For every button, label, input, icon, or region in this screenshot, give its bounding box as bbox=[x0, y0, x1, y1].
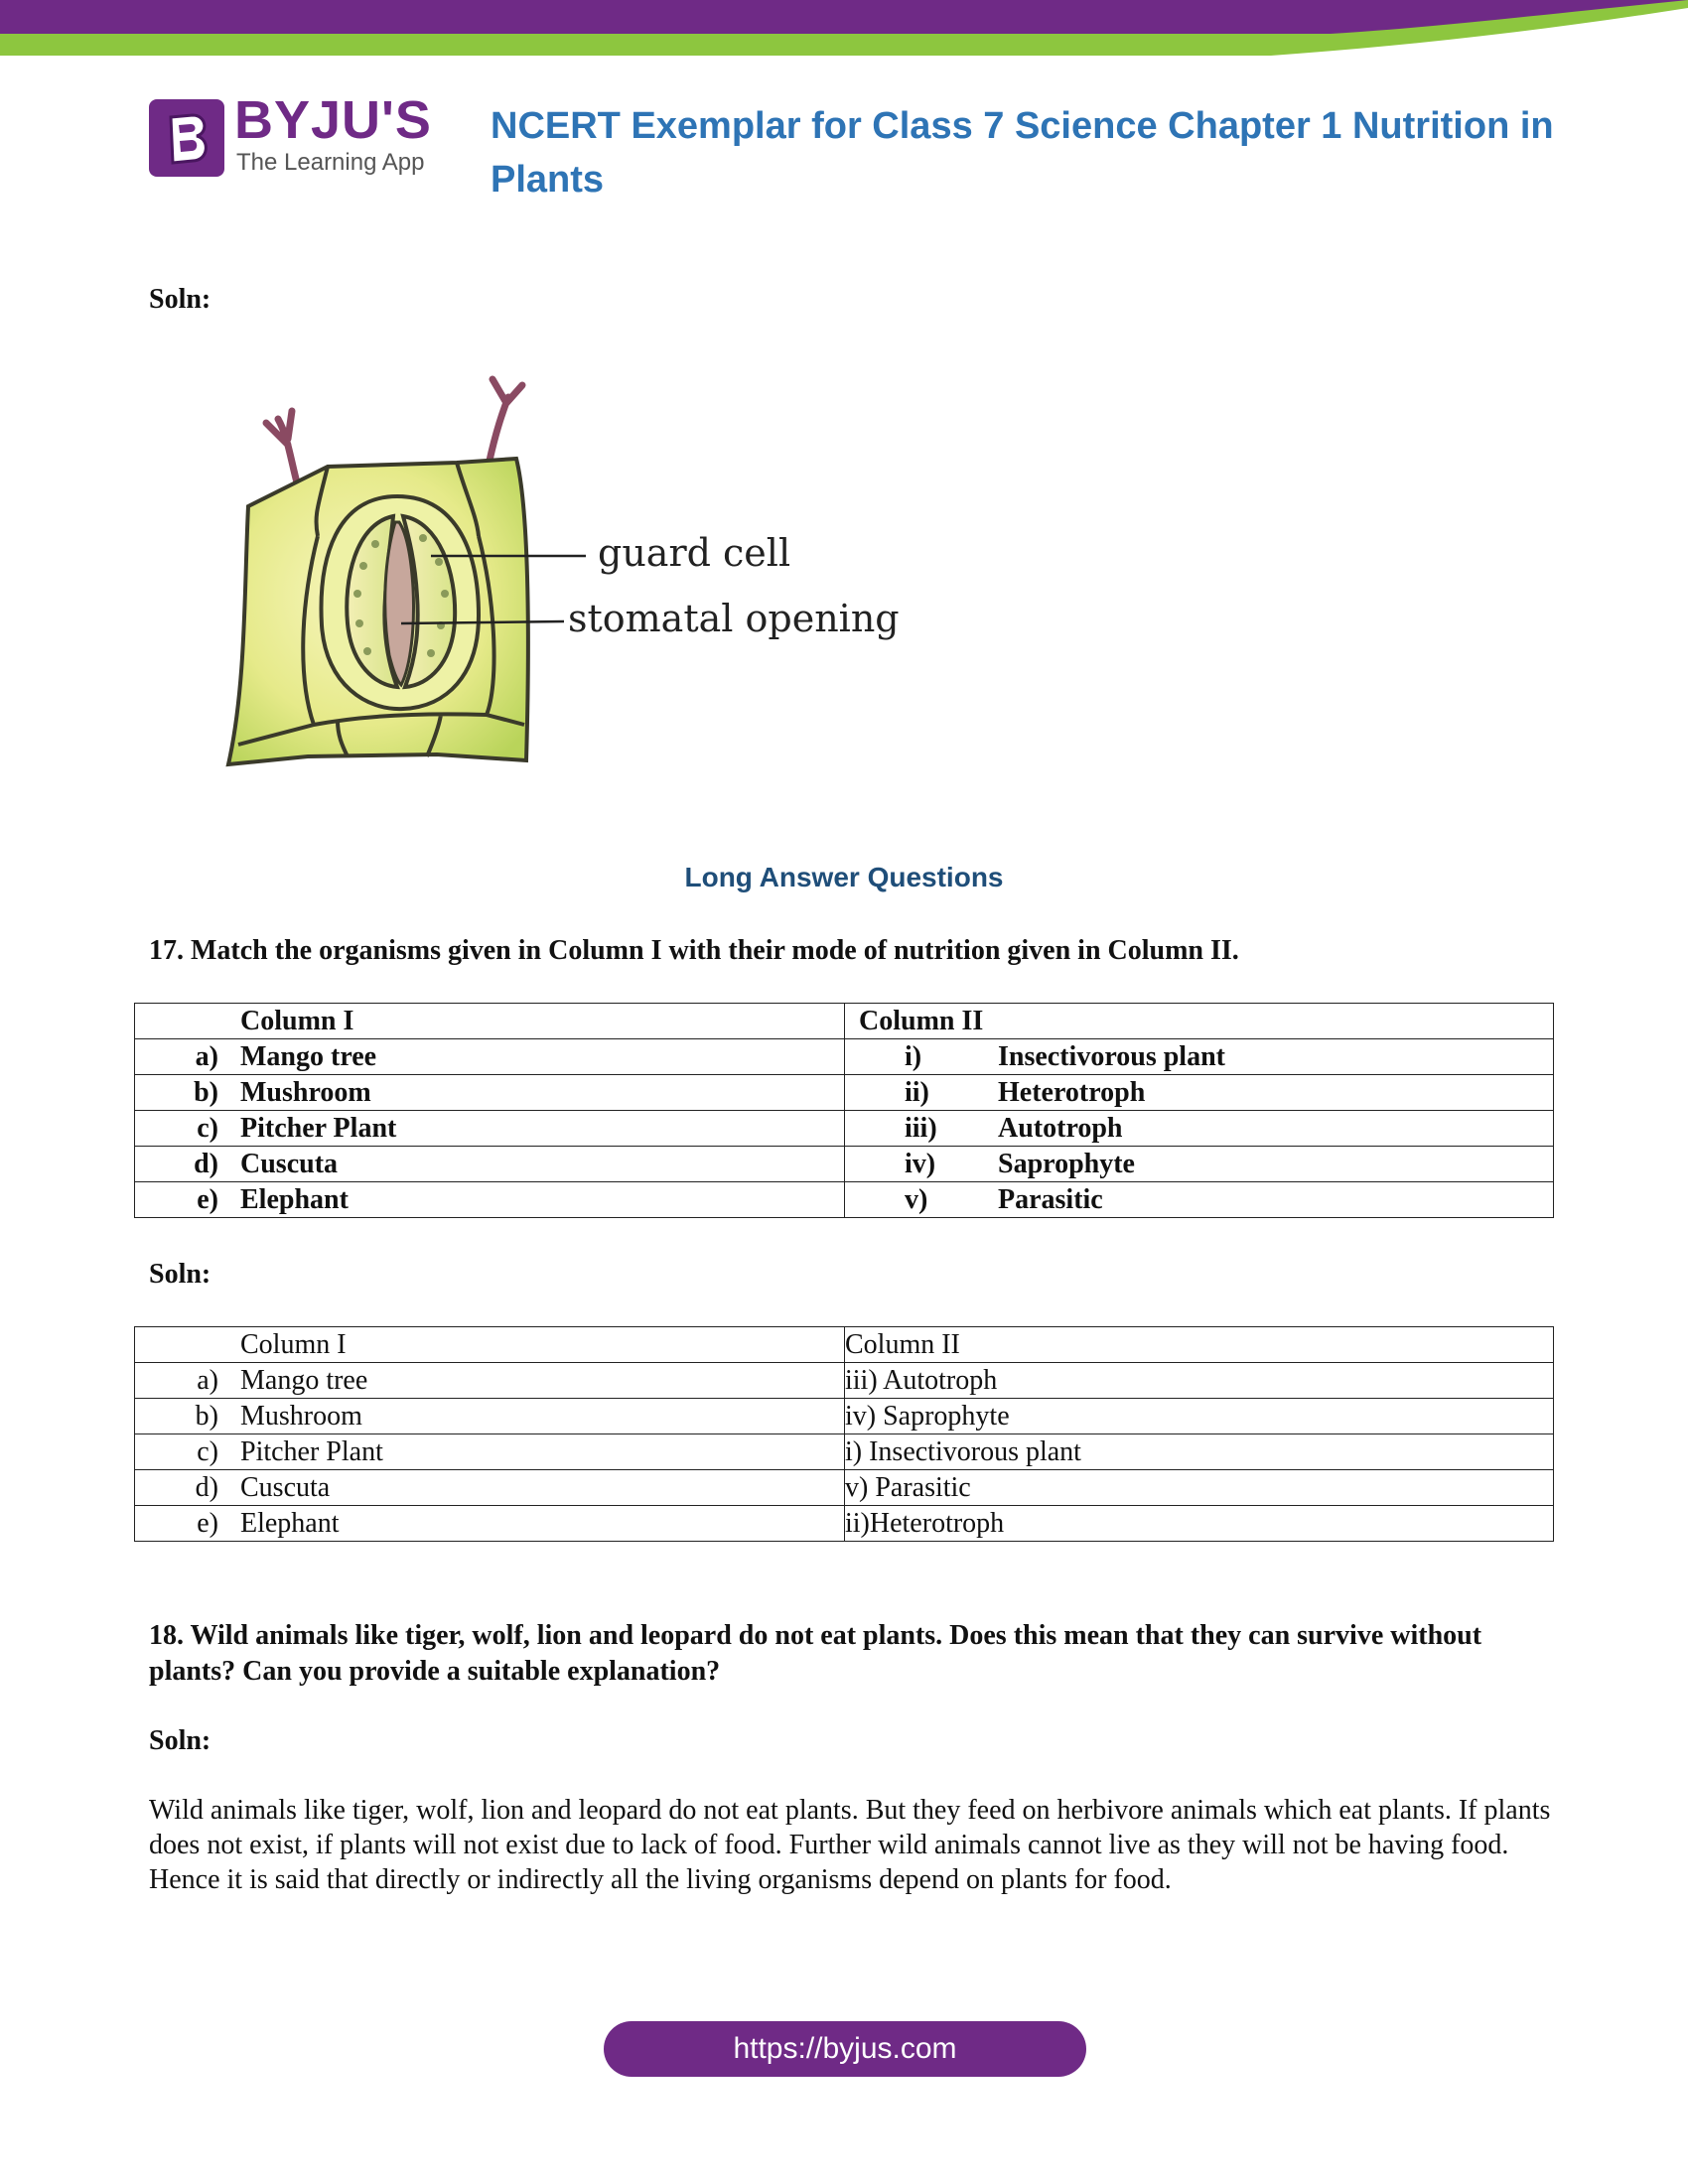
label-stomatal-opening: stomatal opening bbox=[568, 597, 900, 640]
row-numeral: v) bbox=[905, 1183, 928, 1215]
row-numeral: i) bbox=[905, 1040, 922, 1072]
answer-cell: iv) Saprophyte bbox=[845, 1399, 1554, 1434]
organism-cell: Mango tree bbox=[240, 1040, 377, 1072]
row-letter: d) bbox=[195, 1471, 218, 1503]
footer-url-link[interactable]: https://byjus.com bbox=[604, 2021, 1086, 2077]
section-heading: Long Answer Questions bbox=[684, 862, 1004, 892]
question-17: 17. Match the organisms given in Column I with their mode of nutrition given in Column II. bbox=[149, 935, 1239, 966]
table-row bbox=[135, 1470, 1554, 1506]
byjus-b-icon bbox=[149, 99, 224, 177]
page-title: NCERT Exemplar for Class 7 Science Chapter 1 Nutrition in Plants bbox=[491, 105, 1554, 201]
table-row bbox=[135, 1075, 1554, 1111]
organism-cell: Cuscuta bbox=[240, 1148, 339, 1179]
organism-cell: Mango tree bbox=[240, 1364, 368, 1396]
answer-cell: iii) Autotroph bbox=[845, 1363, 1554, 1399]
table-row bbox=[135, 1434, 1554, 1470]
table-row bbox=[135, 1039, 1554, 1075]
column-header: Column II bbox=[845, 1327, 1554, 1363]
row-letter: c) bbox=[197, 1112, 218, 1144]
row-letter: a) bbox=[197, 1364, 218, 1396]
column-header: Column II bbox=[859, 1005, 984, 1036]
brand-name: BYJU'S bbox=[234, 90, 432, 150]
label-guard-cell: guard cell bbox=[598, 531, 791, 575]
column-header: Column I bbox=[240, 1005, 354, 1036]
row-letter: e) bbox=[197, 1183, 218, 1215]
mode-cell: Insectivorous plant bbox=[998, 1040, 1225, 1072]
row-numeral: iii) bbox=[905, 1112, 937, 1144]
answer-cell: i) Insectivorous plant bbox=[845, 1434, 1554, 1470]
table-row bbox=[135, 1111, 1554, 1147]
mode-cell: Heterotroph bbox=[998, 1076, 1146, 1108]
organism-cell: Pitcher Plant bbox=[240, 1435, 383, 1467]
organism-cell: Mushroom bbox=[240, 1076, 371, 1108]
row-letter: b) bbox=[195, 1400, 218, 1432]
organism-cell: Mushroom bbox=[240, 1400, 362, 1432]
row-letter: b) bbox=[194, 1076, 218, 1108]
answer-cell: v) Parasitic bbox=[845, 1470, 1554, 1506]
byjus-logo bbox=[149, 90, 437, 182]
row-letter: d) bbox=[194, 1148, 218, 1179]
soln-label: Soln: bbox=[149, 1725, 211, 1756]
organism-cell: Pitcher Plant bbox=[240, 1112, 397, 1144]
mode-cell: Parasitic bbox=[998, 1183, 1103, 1215]
table-header-row bbox=[135, 1004, 1554, 1039]
answer-paragraph: Wild animals like tiger, wolf, lion and leopard do not eat plants. But they feed on herbivore animals which eat plants. If plants does not exist, if plants will not exist due to lack of food. Further wild animals cannot live as they will not be having food. Hence it is said that directly or indirectly all the living organisms depend on plants for food. bbox=[149, 1795, 1551, 1895]
question-table bbox=[134, 1003, 1554, 1218]
organism-cell: Cuscuta bbox=[240, 1471, 331, 1503]
header-decor-bar bbox=[0, 0, 1688, 60]
answer-cell: ii)Heterotroph bbox=[845, 1506, 1554, 1542]
row-letter: e) bbox=[197, 1507, 218, 1539]
organism-cell: Elephant bbox=[240, 1507, 340, 1539]
soln-label: Soln: bbox=[149, 1259, 211, 1290]
table-row bbox=[135, 1399, 1554, 1434]
table-header-row bbox=[135, 1327, 1554, 1363]
mode-cell: Autotroph bbox=[998, 1112, 1123, 1144]
organism-cell: Elephant bbox=[240, 1183, 349, 1215]
table-row bbox=[135, 1506, 1554, 1542]
mode-cell: Saprophyte bbox=[998, 1148, 1135, 1179]
brand-tagline: The Learning App bbox=[236, 149, 425, 176]
answer-table bbox=[134, 1326, 1554, 1542]
stomata-diagram bbox=[218, 367, 914, 794]
row-numeral: iv) bbox=[905, 1148, 936, 1179]
row-letter: c) bbox=[197, 1435, 218, 1467]
soln-label: Soln: bbox=[149, 284, 211, 315]
table-row bbox=[135, 1363, 1554, 1399]
table-row bbox=[135, 1182, 1554, 1218]
table-row bbox=[135, 1147, 1554, 1182]
column-header: Column I bbox=[240, 1328, 347, 1360]
question-18: 18. Wild animals like tiger, wolf, lion and leopard do not eat plants. Does this mean that they can survive without plants? Can you provide a suitable explanation? bbox=[149, 1620, 1482, 1687]
row-letter: a) bbox=[195, 1040, 218, 1072]
row-numeral: ii) bbox=[905, 1076, 929, 1108]
